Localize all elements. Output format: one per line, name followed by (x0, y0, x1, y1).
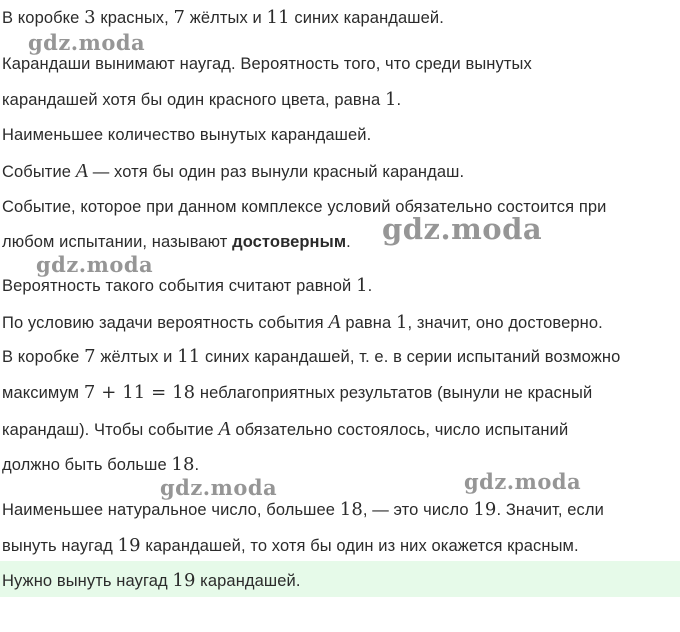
text-fragment: , значит, оно достоверно. (407, 314, 603, 332)
solution-line (2, 230, 351, 254)
text-fragment: . (367, 277, 373, 295)
text-fragment: . (346, 233, 351, 251)
text-fragment: . Значит, если (496, 501, 604, 519)
math-number: 19 (172, 570, 196, 591)
math-number: 3 (84, 7, 96, 28)
text-fragment: карандаш). Чтобы событие (2, 421, 219, 439)
watermark: gdz.moda (28, 30, 146, 55)
solution-line (2, 534, 579, 558)
text-fragment: жёлтых и (95, 348, 178, 366)
text-fragment: равна (340, 314, 396, 332)
text-fragment: любом испытании, называют (2, 233, 233, 251)
text-fragment: жёлтых и (185, 9, 267, 27)
text-fragment: синих карандашей, т. е. в серии испытаний возможно (200, 348, 621, 366)
solution-line (2, 274, 372, 298)
text-fragment: максимум (2, 384, 84, 402)
math-expression: 7 + 11 = 18 (83, 382, 196, 403)
text-fragment: Нужно вынуть наугад (2, 572, 173, 590)
text-fragment: По условию задачи вероятность события (2, 314, 329, 332)
solution-line (2, 159, 464, 184)
solution-line (2, 417, 568, 442)
term-bold: достоверным (232, 233, 347, 251)
text-fragment: карандашей хотя бы один красного цвета, равна (2, 91, 385, 109)
condition-line (2, 88, 401, 112)
answer-line (2, 569, 301, 593)
text-fragment: Событие, которое при данном комплексе условий обязательно состоится при (2, 198, 607, 216)
text-fragment: — хотя бы один раз вынули красный карандаш. (88, 163, 465, 181)
watermark: gdz.moda (464, 469, 582, 494)
text-fragment: неблагоприятных результатов (вынули не красный (195, 384, 593, 402)
text-fragment: Вероятность такого события считают равной (2, 277, 357, 295)
math-number: 19 (473, 499, 497, 520)
text-fragment: В коробке (2, 9, 85, 27)
text-fragment: должно быть больше (2, 456, 172, 474)
condition-line (2, 6, 444, 30)
text-fragment: В коробке (2, 348, 85, 366)
text-fragment: Наименьшее натуральное число, большее (2, 501, 340, 519)
text-fragment: Наименьшее количество вынутых карандашей. (2, 126, 372, 144)
math-number: 1 (356, 275, 368, 296)
math-number: 11 (177, 346, 201, 367)
watermark: gdz.moda (160, 475, 278, 500)
text-fragment: вынуть наугад (2, 537, 118, 555)
text-fragment: Событие (2, 163, 76, 181)
math-number: 7 (173, 7, 186, 28)
question-line (2, 123, 371, 147)
text-fragment: карандашей, то хотя бы один из них окажется красным. (140, 537, 579, 555)
math-variable: A (218, 418, 231, 440)
math-number: 18 (171, 454, 195, 475)
text-fragment: , — это число (362, 501, 474, 519)
text-fragment: обязательно состоялось, число испытаний (230, 421, 569, 439)
solution-line (2, 381, 592, 405)
math-number: 18 (339, 499, 363, 520)
text-fragment: красных, (95, 9, 174, 27)
text-fragment: карандашей. (195, 572, 301, 590)
math-variable: A (75, 160, 89, 182)
math-variable: A (328, 311, 341, 333)
math-number: 1 (384, 89, 397, 110)
text-fragment: . (396, 91, 402, 109)
math-number: 1 (395, 312, 408, 333)
math-number: 19 (117, 535, 141, 556)
watermark: gdz.moda (382, 212, 543, 246)
condition-line (2, 52, 532, 76)
text-fragment: Карандаши вынимают наугад. Вероятность того, что среди вынутых (2, 55, 532, 73)
solution-line (2, 345, 620, 369)
text-fragment: . (194, 456, 200, 474)
math-number: 7 (84, 346, 96, 367)
watermark: gdz.moda (36, 252, 154, 277)
solution-line (2, 453, 199, 477)
text-fragment: синих карандашей. (289, 9, 444, 27)
math-number: 11 (266, 7, 290, 28)
solution-line (2, 498, 604, 522)
solution-line (2, 310, 603, 335)
